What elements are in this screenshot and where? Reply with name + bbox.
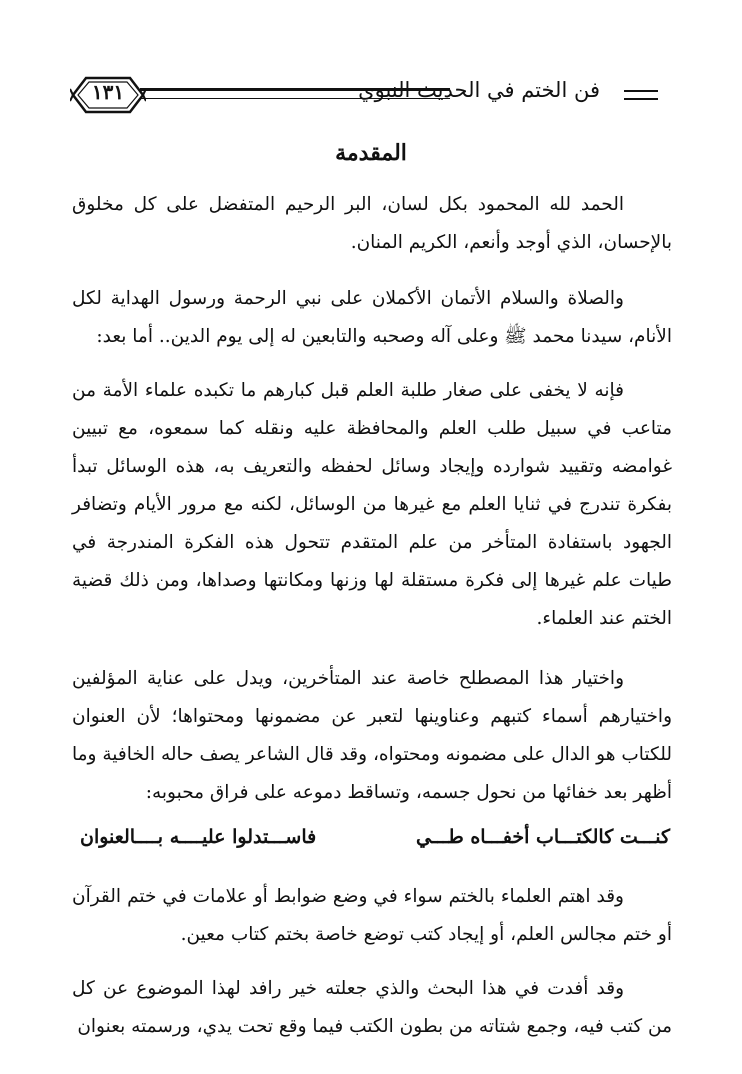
paragraph-5-text: وقد اهتم العلماء بالختم سواء في وضع ضوابط أو علامات في ختم القرآن أو ختم مجالس العلم، أو إيجاد كتب توضع خاصة بختم كتاب معين. [72,886,672,945]
paragraph-4 [72,660,672,812]
page-number-badge [70,68,146,122]
paragraph-6-text: وقد أفدت في هذا البحث والذي جعلته خير رافد لهذا الموضوع عن كل من كتب فيه، وجمع شتاته من بطون الكتب فيما وقع تحت يدي، ورسمته بعنوان [72,978,672,1037]
header-rule [140,88,450,99]
header-dash-ornament [624,90,658,100]
section-title: المقدمة [335,140,407,166]
paragraph-1-text: الحمد لله المحمود بكل لسان، البر الرحيم المتفضل على كل مخلوق بالإحسان، الذي أوجد وأنعم، الكريم المنان. [72,194,672,253]
paragraph-2-text: والصلاة والسلام الأتمان الأكملان على نبي الرحمة ورسول الهداية لكل الأنام، سيدنا محمد ﷺ وعلى آله وصحبه والتابعين له إلى يوم الدين.. أما بعد: [72,288,672,347]
paragraph-3-text: فإنه لا يخفى على صغار طلبة العلم قبل كبارهم ما تكبده علماء الأمة من متاعب في سبيل طلب العلم والمحافظة عليه ونقله كما سمعوه، مع تبيين غوامضه وتقييد شوارده وإيجاد وسائل لحفظه والتعريف به، هذه الوسائل تبدأ بفكرة تندرج في ثنايا العلم مع غيرها من الوسائل، لكنه مع مرور الأيام وتضافر الجهود باستفادة المتأخر من علم المتقدم تتحول هذه الفكرة المندرجة في طيات علم غيرها إلى فكرة مستقلة لها وزنها ومكانتها وصداها، ومن ذلك قضية الختم عند العلماء. [72,380,672,629]
paragraph-3 [72,372,672,638]
paragraph-1 [72,186,672,262]
paragraph-2 [72,280,672,356]
verse-second-hemistich: فاســـتدلوا عليــــه بــــالعنوان [80,826,317,848]
poetry-verse [80,826,670,860]
page-number: ١٣١ [91,80,125,104]
paragraph-5 [72,878,672,954]
running-header [70,68,658,122]
paragraph-4-text: واختيار هذا المصطلح خاصة عند المتأخرين، ويدل على عناية المؤلفين واختيارهم أسماء كتبهم وعناوينها لتعبر عن مضمونها ومحتواها؛ لأن العنوان للكتاب هو الدال على مضمونه ومحتواه، وقد قال الشاعر يصف حاله الخافية وما أظهر بعد خفائها من نحول جسمه، وتساقط دموعه على فراق محبوبه: [72,668,672,803]
paragraph-6 [72,970,672,1046]
running-title: فن الختم في الحديث النبوي [358,78,600,102]
verse-first-hemistich: كنـــت كالكتـــاب أخفـــاه طـــي [416,826,670,848]
